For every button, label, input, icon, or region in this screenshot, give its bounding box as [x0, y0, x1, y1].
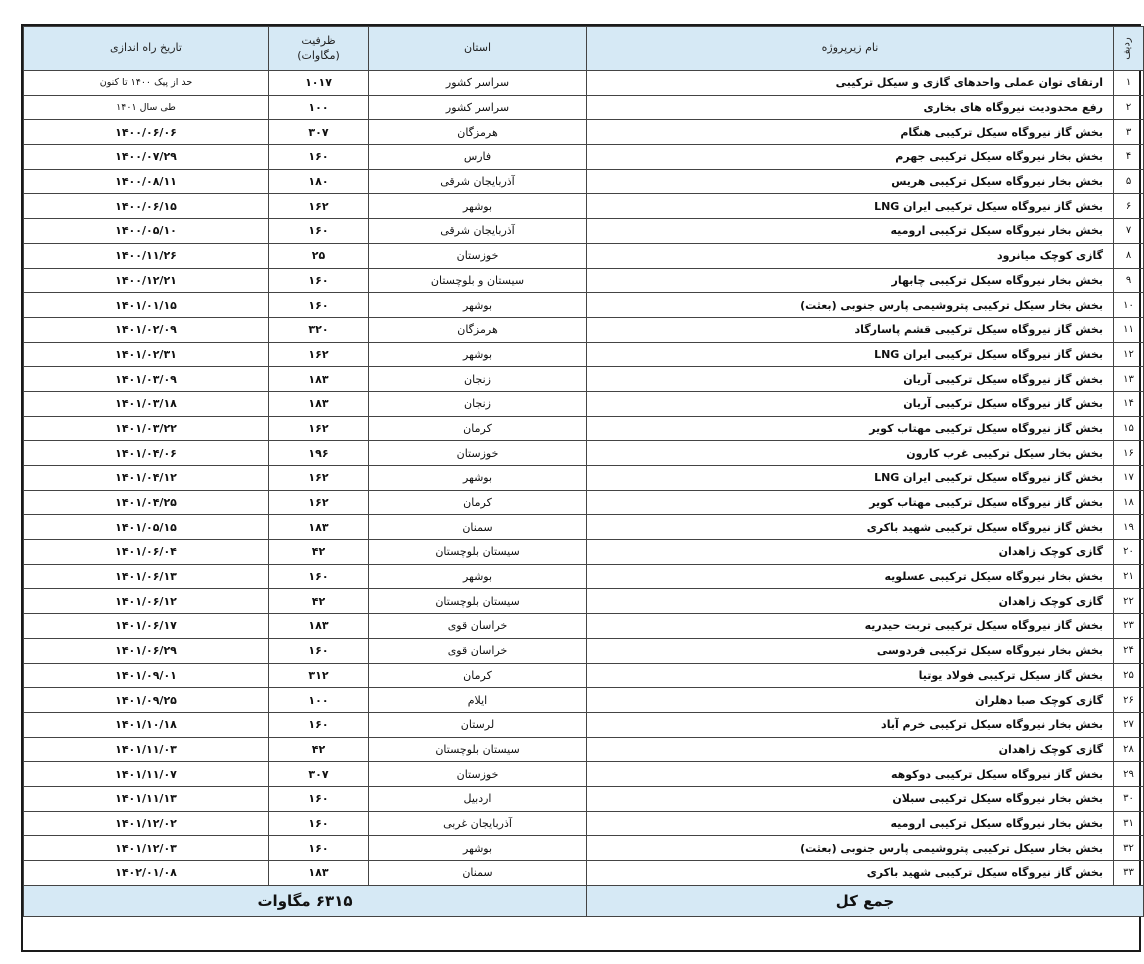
cell-row-number: ۲۹ [1114, 762, 1144, 787]
cell-row-number: ۲۰ [1114, 540, 1144, 565]
cell-row-number: ۲۳ [1114, 614, 1144, 639]
cell-launch-date: ۱۴۰۰/۰۶/۰۶ [24, 120, 269, 145]
cell-row-number: ۳۲ [1114, 836, 1144, 861]
table-row [24, 811, 1144, 836]
cell-capacity: ۱۹۶ [269, 441, 369, 466]
cell-province: کرمان [369, 490, 587, 515]
table-row [24, 861, 1144, 886]
cell-row-number: ۱۲ [1114, 342, 1144, 367]
cell-launch-date: ۱۴۰۱/۱۲/۰۳ [24, 836, 269, 861]
cell-row-number: ۸ [1114, 243, 1144, 268]
table-row [24, 391, 1144, 416]
cell-province: سیستان بلوچستان [369, 737, 587, 762]
cell-project-name: بخش بخار سیکل ترکیبی پتروشیمی پارس جنوبی (بعثت) [587, 293, 1114, 318]
cell-row-number: ۲ [1114, 95, 1144, 120]
cell-project-name: بخش بخار نیروگاه سیکل ترکیبی چابهار [587, 268, 1114, 293]
cell-row-number: ۴ [1114, 145, 1144, 170]
cell-launch-date: ۱۴۰۱/۰۲/۳۱ [24, 342, 269, 367]
cell-project-name: بخش بخار نیروگاه سیکل ترکیبی سبلان [587, 786, 1114, 811]
cell-row-number: ۱۳ [1114, 367, 1144, 392]
header-province: استان [369, 27, 587, 71]
cell-row-number: ۳۱ [1114, 811, 1144, 836]
cell-row-number: ۷ [1114, 219, 1144, 244]
cell-project-name: بخش گاز نیروگاه سیکل ترکیبی مهتاب کویر [587, 416, 1114, 441]
cell-launch-date: ۱۴۰۱/۰۶/۱۲ [24, 589, 269, 614]
cell-province: سراسر کشور [369, 71, 587, 96]
table-row [24, 663, 1144, 688]
cell-province: خراسان قوی [369, 638, 587, 663]
table-row [24, 317, 1144, 342]
table-footer-row [24, 885, 1144, 916]
power-projects-table-frame [21, 24, 1141, 952]
cell-row-number: ۲۸ [1114, 737, 1144, 762]
cell-launch-date: ۱۴۰۱/۰۴/۲۵ [24, 490, 269, 515]
header-capacity [269, 27, 369, 71]
cell-capacity: ۱۶۰ [269, 564, 369, 589]
cell-row-number: ۵ [1114, 169, 1144, 194]
header-project-name: نام زیرپروژه [587, 27, 1114, 71]
cell-province: بوشهر [369, 293, 587, 318]
cell-province: اردبیل [369, 786, 587, 811]
cell-project-name: بخش گاز نیروگاه سیکل ترکیبی شهید باکری [587, 861, 1114, 886]
cell-capacity: ۴۲ [269, 589, 369, 614]
cell-capacity: ۳۲۰ [269, 317, 369, 342]
cell-province: سیستان بلوچستان [369, 540, 587, 565]
footer-total-value: ۶۳۱۵ مگاوات [24, 885, 587, 916]
cell-row-number: ۱۸ [1114, 490, 1144, 515]
cell-launch-date: ۱۴۰۱/۰۶/۲۹ [24, 638, 269, 663]
cell-project-name: بخش بخار نیروگاه سیکل ترکیبی عسلویه [587, 564, 1114, 589]
cell-capacity: ۱۶۰ [269, 786, 369, 811]
cell-province: ایلام [369, 688, 587, 713]
cell-launch-date: ۱۴۰۱/۱۱/۱۳ [24, 786, 269, 811]
table-row [24, 490, 1144, 515]
cell-project-name: گازی کوچک صبا دهلران [587, 688, 1114, 713]
table-row [24, 688, 1144, 713]
table-row [24, 836, 1144, 861]
cell-capacity: ۳۰۷ [269, 120, 369, 145]
cell-capacity: ۱۶۰ [269, 219, 369, 244]
table-row [24, 540, 1144, 565]
cell-row-number: ۱۴ [1114, 391, 1144, 416]
cell-project-name: بخش گاز نیروگاه سیکل ترکیبی ایران LNG [587, 194, 1114, 219]
cell-launch-date: ۱۴۰۱/۰۳/۱۸ [24, 391, 269, 416]
cell-capacity: ۱۸۳ [269, 391, 369, 416]
cell-capacity: ۱۶۰ [269, 836, 369, 861]
cell-project-name: بخش بخار نیروگاه سیکل ترکیبی فردوسی [587, 638, 1114, 663]
cell-capacity: ۱۰۰ [269, 688, 369, 713]
table-row [24, 737, 1144, 762]
cell-row-number: ۱۰ [1114, 293, 1144, 318]
cell-project-name: گازی کوچک زاهدان [587, 540, 1114, 565]
cell-launch-date: ۱۴۰۱/۰۶/۱۷ [24, 614, 269, 639]
table-row [24, 589, 1144, 614]
cell-province: کرمان [369, 663, 587, 688]
cell-province: خوزستان [369, 441, 587, 466]
cell-launch-date: ۱۴۰۰/۱۱/۲۶ [24, 243, 269, 268]
cell-capacity: ۱۸۳ [269, 861, 369, 886]
cell-launch-date: ۱۴۰۱/۰۶/۱۳ [24, 564, 269, 589]
cell-launch-date: ۱۴۰۱/۰۳/۲۲ [24, 416, 269, 441]
cell-project-name: بخش گاز نیروگاه سیکل ترکیبی هنگام [587, 120, 1114, 145]
table-row [24, 169, 1144, 194]
cell-launch-date: ۱۴۰۱/۱۱/۰۷ [24, 762, 269, 787]
cell-launch-date: ۱۴۰۱/۰۴/۱۲ [24, 466, 269, 491]
cell-capacity: ۱۶۲ [269, 194, 369, 219]
cell-row-number: ۲۷ [1114, 712, 1144, 737]
cell-launch-date: ۱۴۰۰/۰۷/۲۹ [24, 145, 269, 170]
cell-launch-date: ۱۴۰۲/۰۱/۰۸ [24, 861, 269, 886]
cell-row-number: ۱۱ [1114, 317, 1144, 342]
cell-launch-date: ۱۴۰۱/۰۳/۰۹ [24, 367, 269, 392]
cell-project-name: بخش بخار سیکل ترکیبی غرب کارون [587, 441, 1114, 466]
table-row [24, 712, 1144, 737]
cell-province: هرمزگان [369, 317, 587, 342]
cell-row-number: ۱۶ [1114, 441, 1144, 466]
cell-capacity: ۱۸۳ [269, 515, 369, 540]
cell-project-name: بخش گاز نیروگاه سیکل ترکیبی تربت حیدریه [587, 614, 1114, 639]
table-row [24, 564, 1144, 589]
table-row [24, 243, 1144, 268]
cell-capacity: ۱۶۰ [269, 712, 369, 737]
table-header-row [24, 27, 1144, 71]
cell-capacity: ۱۶۲ [269, 342, 369, 367]
cell-project-name: بخش گاز نیروگاه سیکل ترکیبی آریان [587, 367, 1114, 392]
cell-province: سراسر کشور [369, 95, 587, 120]
cell-province: آذربایجان شرقی [369, 219, 587, 244]
cell-province: بوشهر [369, 564, 587, 589]
cell-capacity: ۳۰۷ [269, 762, 369, 787]
cell-capacity: ۱۶۰ [269, 293, 369, 318]
footer-total-label: جمع کل [587, 885, 1144, 916]
cell-launch-date: ۱۴۰۱/۱۲/۰۲ [24, 811, 269, 836]
cell-province: آذربایجان شرقی [369, 169, 587, 194]
table-row [24, 120, 1144, 145]
power-projects-table [23, 26, 1144, 917]
table-row [24, 762, 1144, 787]
cell-capacity: ۳۱۲ [269, 663, 369, 688]
cell-project-name: بخش گاز نیروگاه سیکل ترکیبی شهید باکری [587, 515, 1114, 540]
cell-launch-date: ۱۴۰۱/۰۲/۰۹ [24, 317, 269, 342]
cell-launch-date: ۱۴۰۱/۰۵/۱۵ [24, 515, 269, 540]
cell-province: سمنان [369, 861, 587, 886]
cell-province: بوشهر [369, 194, 587, 219]
cell-project-name: بخش بخار نیروگاه سیکل ترکیبی جهرم [587, 145, 1114, 170]
table-row [24, 416, 1144, 441]
cell-row-number: ۳۰ [1114, 786, 1144, 811]
cell-province: کرمان [369, 416, 587, 441]
cell-project-name: بخش گاز نیروگاه سیکل ترکیبی آریان [587, 391, 1114, 416]
table-row [24, 95, 1144, 120]
table-row [24, 515, 1144, 540]
cell-launch-date: ۱۴۰۱/۰۶/۰۴ [24, 540, 269, 565]
cell-row-number: ۲۶ [1114, 688, 1144, 713]
cell-province: فارس [369, 145, 587, 170]
header-row-number: ردیف [1114, 27, 1144, 71]
cell-launch-date: ۱۴۰۰/۱۲/۲۱ [24, 268, 269, 293]
cell-row-number: ۳ [1114, 120, 1144, 145]
cell-row-number: ۱ [1114, 71, 1144, 96]
cell-row-number: ۱۷ [1114, 466, 1144, 491]
table-row [24, 268, 1144, 293]
cell-project-name: بخش بخار نیروگاه سیکل ترکیبی ارومیه [587, 219, 1114, 244]
cell-capacity: ۱۶۲ [269, 466, 369, 491]
cell-row-number: ۳۳ [1114, 861, 1144, 886]
cell-province: آذربایجان غربی [369, 811, 587, 836]
cell-project-name: گازی کوچک زاهدان [587, 737, 1114, 762]
cell-capacity: ۱۶۰ [269, 268, 369, 293]
cell-row-number: ۲۱ [1114, 564, 1144, 589]
header-capacity-title: ظرفیت [301, 34, 336, 48]
table-row [24, 367, 1144, 392]
cell-province: بوشهر [369, 836, 587, 861]
cell-province: بوشهر [369, 466, 587, 491]
cell-project-name: بخش بخار نیروگاه سیکل ترکیبی هریس [587, 169, 1114, 194]
cell-project-name: بخش بخار نیروگاه سیکل ترکیبی ارومیه [587, 811, 1114, 836]
cell-province: خوزستان [369, 243, 587, 268]
cell-launch-date: طی سال ۱۴۰۱ [24, 95, 269, 120]
cell-province: زنجان [369, 367, 587, 392]
cell-capacity: ۴۲ [269, 737, 369, 762]
cell-capacity: ۱۶۰ [269, 638, 369, 663]
table-row [24, 293, 1144, 318]
cell-capacity: ۴۲ [269, 540, 369, 565]
cell-province: سیستان و بلوچستان [369, 268, 587, 293]
table-row [24, 145, 1144, 170]
cell-capacity: ۱۶۰ [269, 811, 369, 836]
table-body [24, 71, 1144, 886]
cell-project-name: گازی کوچک زاهدان [587, 589, 1114, 614]
cell-row-number: ۲۵ [1114, 663, 1144, 688]
cell-project-name: بخش بخار نیروگاه سیکل ترکیبی خرم آباد [587, 712, 1114, 737]
cell-project-name: بخش بخار سیکل ترکیبی پتروشیمی پارس جنوبی (بعثت) [587, 836, 1114, 861]
cell-launch-date: ۱۴۰۱/۰۹/۲۵ [24, 688, 269, 713]
cell-capacity: ۱۶۲ [269, 490, 369, 515]
header-capacity-unit: (مگاوات) [297, 48, 340, 62]
cell-province: سمنان [369, 515, 587, 540]
cell-province: خراسان قوی [369, 614, 587, 639]
table-row [24, 194, 1144, 219]
cell-project-name: بخش گاز نیروگاه سیکل ترکیبی مهتاب کویر [587, 490, 1114, 515]
cell-project-name: ارتقای توان عملی واحدهای گازی و سیکل ترکیبی [587, 71, 1114, 96]
table-row [24, 466, 1144, 491]
cell-launch-date: ۱۴۰۱/۱۱/۰۳ [24, 737, 269, 762]
cell-province: بوشهر [369, 342, 587, 367]
table-row [24, 219, 1144, 244]
cell-launch-date: ۱۴۰۰/۰۸/۱۱ [24, 169, 269, 194]
cell-province: سیستان بلوچستان [369, 589, 587, 614]
cell-project-name: گازی کوچک میانرود [587, 243, 1114, 268]
cell-launch-date: حد از پیک ۱۴۰۰ تا کنون [24, 71, 269, 96]
cell-province: هرمزگان [369, 120, 587, 145]
cell-launch-date: ۱۴۰۱/۱۰/۱۸ [24, 712, 269, 737]
cell-province: زنجان [369, 391, 587, 416]
cell-launch-date: ۱۴۰۱/۰۹/۰۱ [24, 663, 269, 688]
table-row [24, 342, 1144, 367]
cell-project-name: بخش گاز نیروگاه سیکل ترکیبی قشم پاسارگاد [587, 317, 1114, 342]
cell-capacity: ۱۰۱۷ [269, 71, 369, 96]
cell-row-number: ۶ [1114, 194, 1144, 219]
cell-capacity: ۱۰۰ [269, 95, 369, 120]
cell-row-number: ۹ [1114, 268, 1144, 293]
cell-capacity: ۱۸۰ [269, 169, 369, 194]
table-row [24, 614, 1144, 639]
cell-launch-date: ۱۴۰۱/۰۱/۱۵ [24, 293, 269, 318]
table-row [24, 71, 1144, 96]
cell-project-name: رفع محدودیت نیروگاه های بخاری [587, 95, 1114, 120]
cell-capacity: ۱۸۳ [269, 367, 369, 392]
cell-project-name: بخش گاز نیروگاه سیکل ترکیبی دوکوهه [587, 762, 1114, 787]
cell-capacity: ۲۵ [269, 243, 369, 268]
cell-row-number: ۲۴ [1114, 638, 1144, 663]
cell-launch-date: ۱۴۰۰/۰۶/۱۵ [24, 194, 269, 219]
cell-row-number: ۱۵ [1114, 416, 1144, 441]
cell-row-number: ۲۲ [1114, 589, 1144, 614]
table-row [24, 786, 1144, 811]
cell-project-name: بخش گاز سیکل ترکیبی فولاد یوتیا [587, 663, 1114, 688]
cell-launch-date: ۱۴۰۱/۰۴/۰۶ [24, 441, 269, 466]
cell-capacity: ۱۸۳ [269, 614, 369, 639]
cell-row-number: ۱۹ [1114, 515, 1144, 540]
cell-capacity: ۱۶۲ [269, 416, 369, 441]
cell-project-name: بخش گاز نیروگاه سیکل ترکیبی ایران LNG [587, 466, 1114, 491]
cell-launch-date: ۱۴۰۰/۰۵/۱۰ [24, 219, 269, 244]
cell-province: خوزستان [369, 762, 587, 787]
header-launch-date: تاریخ راه اندازی [24, 27, 269, 71]
cell-province: لرستان [369, 712, 587, 737]
cell-project-name: بخش گاز نیروگاه سیکل ترکیبی ایران LNG [587, 342, 1114, 367]
table-row [24, 441, 1144, 466]
table-row [24, 638, 1144, 663]
cell-capacity: ۱۶۰ [269, 145, 369, 170]
